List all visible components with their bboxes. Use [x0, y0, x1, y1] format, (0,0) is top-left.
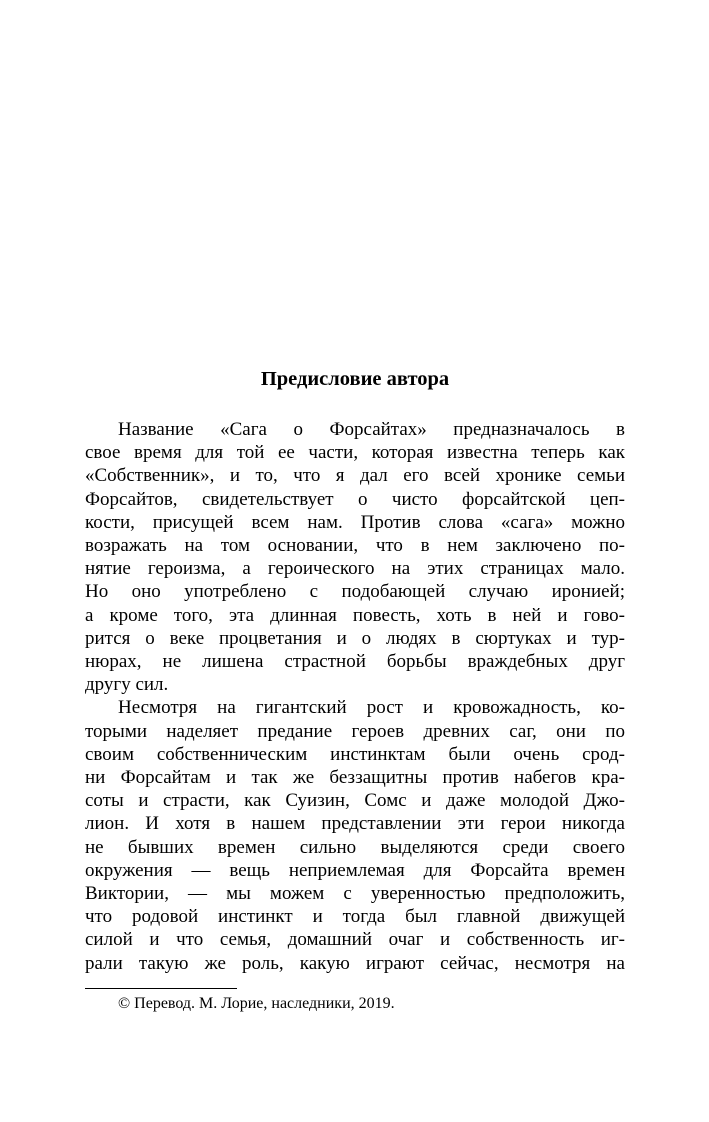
text-line: нюрах, не лишена страстной борьбы враждебных друг — [85, 651, 625, 673]
text-line: нятие героизма, а героического на этих страницах мало. — [85, 558, 625, 580]
text-line: Несмотря на гигантский рост и кровожадность, ко- — [118, 697, 625, 719]
text-line: торыми наделяет предание героев древних саг, они по — [85, 720, 625, 742]
chapter-title: Предисловие автора — [260, 368, 450, 390]
text-line: рали такую же роль, какую играют сейчас, несмотря на — [85, 952, 625, 974]
text-line: ни Форсайтам и так же беззащитны против набегов кра- — [85, 767, 625, 789]
text-line: Виктории, — мы можем с уверенностью предположить, — [85, 883, 625, 905]
text-line: что родовой инстинкт и тогда был главной движущей — [85, 906, 625, 928]
text-line: возражать на том основании, что в нем заключено по- — [85, 535, 625, 557]
text-line: кости, присущей всем нам. Против слова «сага» можно — [85, 511, 625, 533]
footnote-divider — [85, 988, 237, 989]
text-line: не бывших времен сильно выделяются среди своего — [85, 836, 625, 858]
text-line: Название «Сага о Форсайтах» предназначалось в — [118, 419, 625, 440]
text-line: рится о веке процветания и о людях в сюртуках и тур- — [85, 627, 625, 649]
text-line: Форсайтов, свидетельствует о чисто форсайтской цеп- — [85, 488, 625, 510]
text-line: своим собственническим инстинктам были очень срод- — [85, 743, 625, 765]
text-line: другу сил. — [85, 674, 169, 696]
text-line: «Собственник», и то, что я дал его всей хронике семьи — [85, 465, 625, 487]
text-line: силой и что семья, домашний очаг и собственность иг- — [85, 929, 625, 951]
body-text — [85, 418, 625, 975]
text-line: лион. И хотя в нашем представлении эти герои никогда — [85, 813, 625, 835]
text-line: окружения — вещь неприемлемая для Форсайта времен — [85, 859, 625, 881]
footnote: © Перевод. М. Лорие, наследники, 2019. — [118, 994, 395, 1012]
text-line: Но оно употреблено с подобающей случаю иронией; — [85, 581, 625, 603]
text-line: а кроме того, эта длинная повесть, хоть в ней и гово- — [85, 604, 625, 626]
text-line: свое время для той ее части, которая известна теперь как — [85, 442, 625, 464]
text-line: соты и страсти, как Суизин, Сомс и даже молодой Джо- — [85, 790, 625, 812]
